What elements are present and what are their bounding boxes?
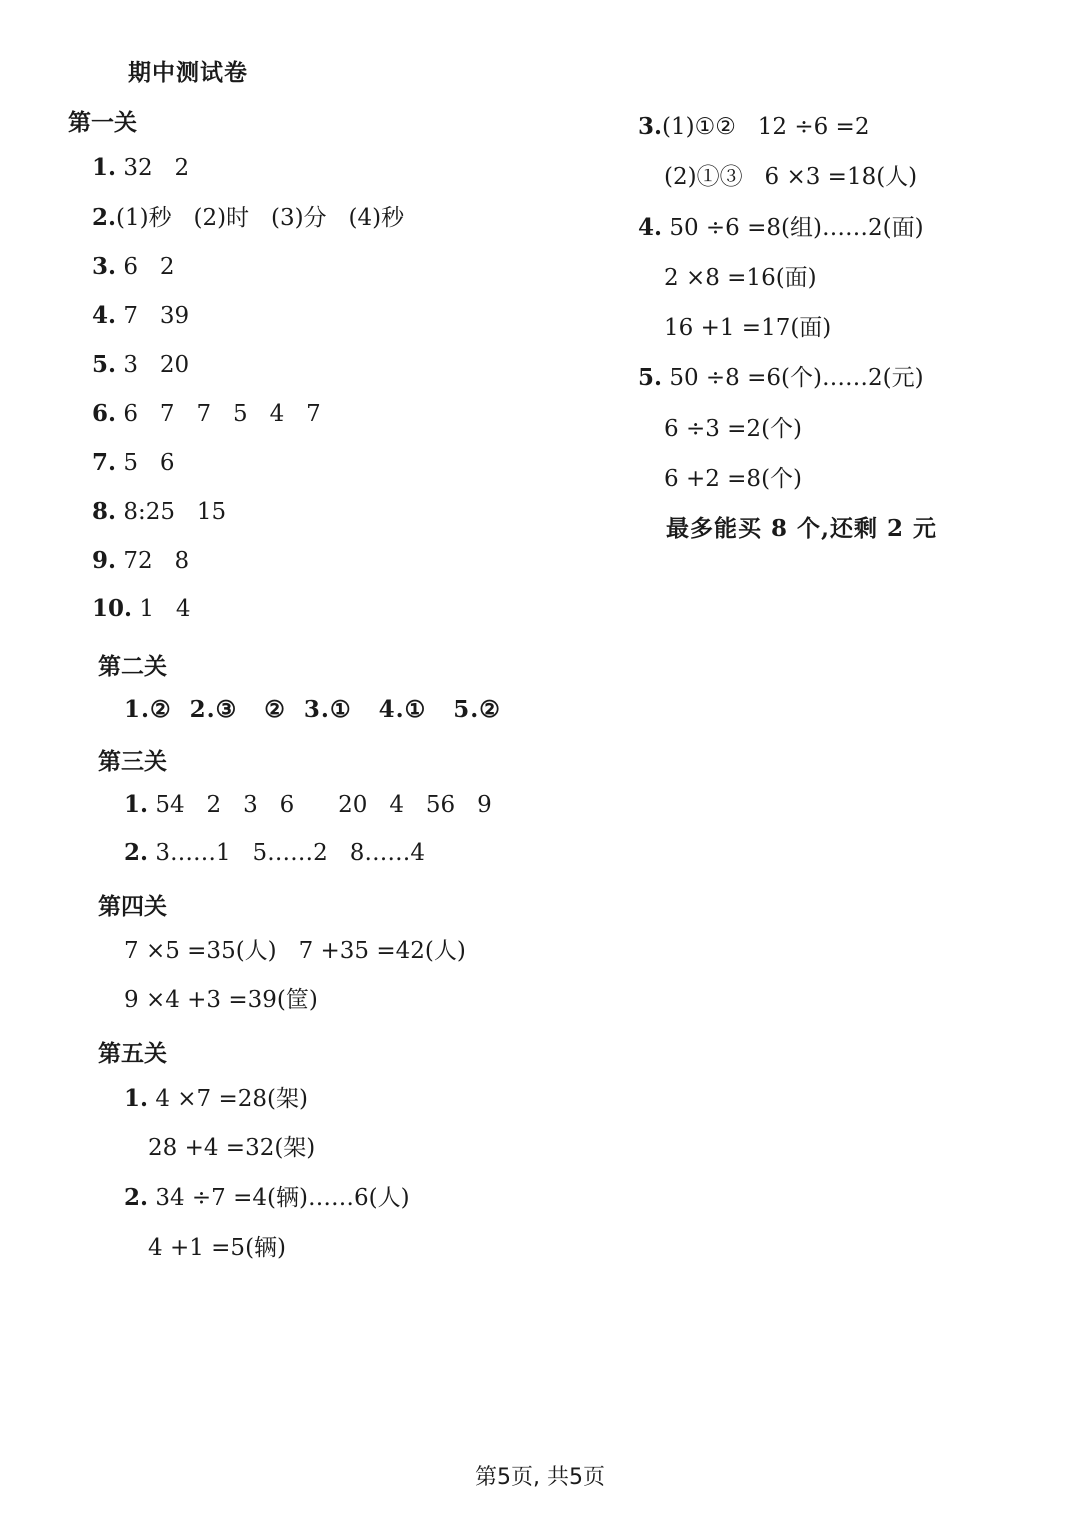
item-answer: 34 ÷7 =4(辆)……6(人) (148, 1185, 410, 1211)
item-number: 1. (92, 154, 117, 181)
item-number: 10. (92, 595, 133, 622)
item-answer: 6 2 (116, 254, 175, 280)
level1-item-5 (92, 350, 189, 380)
level4-line-2: 9 ×4 +3 =39(筐) (124, 987, 318, 1013)
item-answer: 50 ÷6 =8(组)……2(面) (662, 215, 924, 241)
right-item-3-line-1 (638, 112, 869, 142)
right-item-5-line-1 (638, 363, 924, 393)
level4-line-1: 7 ×5 =35(人) 7 +35 =42(人) (124, 938, 466, 964)
item-answer: 72 8 (116, 548, 190, 574)
level5-item-2 (124, 1183, 410, 1213)
item-number: 4. (92, 302, 117, 329)
item-number: 2. (124, 839, 149, 866)
level5-heading: 第五关 (98, 1041, 167, 1067)
right-item-5-conclusion: 最多能买 8 个,还剩 2 元 (666, 515, 938, 542)
right-item-4-line-3: 16 +1 =17(面) (664, 315, 832, 341)
item-answer: (1)秒 (2)时 (3)分 (4)秒 (116, 205, 405, 231)
item-number: 5. (92, 351, 117, 378)
item-number: 3. (92, 253, 117, 280)
level2-answers: 1.② 2.③ ② 3.① 4.① 5.② (124, 696, 501, 723)
item-number: 7. (92, 449, 117, 476)
level1-item-9 (92, 546, 189, 576)
level2-heading: 第二关 (98, 654, 167, 680)
item-answer: 6 7 7 5 4 7 (116, 401, 321, 427)
item-answer: 32 2 (116, 155, 190, 181)
level1-item-7 (92, 448, 175, 478)
right-item-4-line-2: 2 ×8 =16(面) (664, 265, 817, 291)
item-answer: 3……1 5……2 8……4 (148, 840, 425, 866)
level1-item-10 (92, 594, 191, 624)
level1-item-6 (92, 399, 321, 429)
item-answer: 8:25 15 (116, 499, 227, 525)
item-answer: 3 20 (116, 352, 190, 378)
item-number: 4. (638, 214, 663, 241)
item-number: 5. (638, 364, 663, 391)
page-footer: 第5页, 共5页 (475, 1465, 605, 1490)
item-number: 3. (638, 113, 663, 140)
item-number: 2. (124, 1184, 149, 1211)
item-answer: 4 ×7 =28(架) (148, 1086, 308, 1112)
level5-item-2-cont: 4 +1 =5(辆) (148, 1235, 287, 1261)
item-answer: 5 6 (116, 450, 175, 476)
level1-item-3 (92, 252, 175, 282)
item-answer: (1)①② 12 ÷6 =2 (662, 114, 870, 140)
item-answer: 54 2 3 6 20 4 56 9 (148, 792, 492, 818)
level1-item-8 (92, 497, 226, 527)
item-number: 1. (124, 791, 149, 818)
item-answer: 1 4 (132, 596, 191, 622)
level5-item-1 (124, 1084, 308, 1114)
level1-item-1 (92, 153, 189, 183)
level1-item-2 (92, 203, 404, 233)
level5-item-1-cont: 28 +4 =32(架) (148, 1135, 316, 1161)
level1-heading: 第一关 (68, 110, 137, 136)
item-number: 9. (92, 547, 117, 574)
item-number: 6. (92, 400, 117, 427)
level3-item-1 (124, 790, 492, 820)
item-answer: 7 39 (116, 303, 190, 329)
item-number: 2. (92, 204, 117, 231)
level4-heading: 第四关 (98, 894, 167, 920)
item-number: 8. (92, 498, 117, 525)
level3-item-2 (124, 838, 425, 868)
right-item-5-line-2: 6 ÷3 =2(个) (664, 416, 803, 442)
right-item-5-line-3: 6 +2 =8(个) (664, 466, 803, 492)
page-title: 期中测试卷 (128, 60, 248, 86)
item-number: 1. (124, 1085, 149, 1112)
right-item-3-line-2: (2)①③ 6 ×3 =18(人) (664, 164, 918, 190)
right-item-4-line-1 (638, 213, 924, 243)
level1-item-4 (92, 301, 189, 331)
level3-heading: 第三关 (98, 749, 167, 775)
item-answer: 50 ÷8 =6(个)……2(元) (662, 365, 924, 391)
